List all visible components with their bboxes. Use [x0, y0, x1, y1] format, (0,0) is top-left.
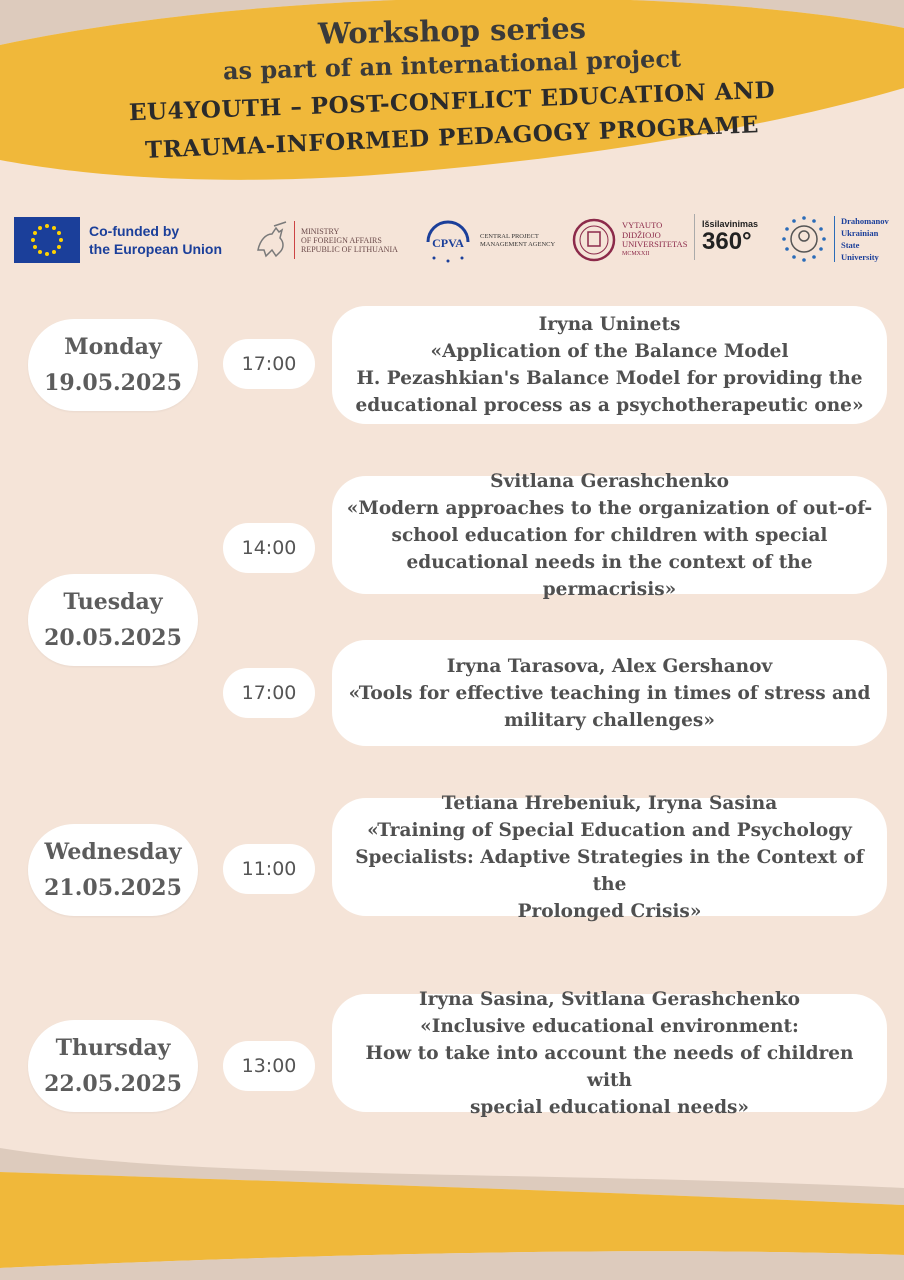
header-title: Workshop series	[317, 11, 587, 51]
drahomanov-emblem-icon	[780, 214, 828, 264]
session-title-line: «Training of Special Education and Psychology	[367, 819, 852, 841]
day-pill-thursday	[28, 1020, 198, 1112]
ministry-line3: REPUBLIC OF LITHUANIA	[301, 244, 398, 254]
ministry-line1: MINISTRY	[301, 226, 340, 236]
eu-flag-icon	[14, 217, 80, 263]
day-pill-monday	[28, 319, 198, 411]
vdu-seal-icon	[572, 218, 616, 262]
cpva-line1: CENTRAL PROJECT	[480, 233, 539, 240]
session-card-thursday-1	[332, 988, 887, 1118]
session-time: 17:00	[223, 668, 315, 718]
session-title-line: military challenges»	[504, 709, 715, 731]
session-speaker: Svitlana Gerashchenko	[490, 470, 729, 492]
cpva-line2: MANAGEMENT AGENCY	[480, 241, 556, 248]
session-title-line: How to take into account the needs of children with	[365, 1042, 854, 1091]
day-pill-tuesday	[28, 574, 198, 666]
session-title-line: «Application of the Balance Model	[430, 341, 789, 362]
session-title-line: educational needs in the context of the permacrisis»	[406, 551, 813, 600]
day-name: Monday	[64, 334, 162, 360]
day-date: 20.05.2025	[44, 625, 182, 651]
cpva-mark: CPVA	[432, 236, 464, 250]
drahomanov-line3: State	[841, 240, 860, 250]
day-date: 19.05.2025	[44, 370, 182, 396]
ministry-line2: OF FOREIGN AFFAIRS	[301, 235, 382, 245]
session-card-monday-1	[332, 306, 887, 424]
header-subtitle: as part of an international project	[222, 43, 682, 86]
eu-logo-line2: the European Union	[89, 241, 222, 257]
session-card-wednesday-1	[332, 792, 887, 922]
day-date: 22.05.2025	[44, 1071, 182, 1097]
session-title-line: school education for children with special	[391, 524, 828, 546]
eu-logo-line1: Co-funded by	[89, 223, 180, 239]
session-time: 11:00	[223, 844, 315, 894]
drahomanov-line1: Drahomanov	[841, 216, 889, 226]
vdu-line1: VYTAUTO	[622, 220, 663, 230]
partner-logos	[0, 214, 904, 270]
session-card-tuesday-1	[332, 470, 887, 600]
vdu-logo	[572, 218, 687, 262]
program-title-line2: TRAUMA-INFORMED PEDAGOGY PROGRAME	[144, 111, 760, 164]
session-title-line: Prolonged Crisis»	[517, 900, 702, 922]
session-time: 17:00	[223, 339, 315, 389]
drahomanov-line4: University	[841, 252, 879, 262]
issilavinimas-line2: 360°	[702, 228, 752, 255]
cpva-logo	[424, 218, 555, 264]
session-title-line: educational process as a psychotherapeutic one»	[355, 395, 864, 416]
vdu-line2: DIDŽIOJO	[622, 229, 661, 240]
header	[0, 0, 904, 180]
session-speaker: Tetiana Hrebeniuk, Iryna Sasina	[441, 792, 778, 814]
vdu-line4: MCMXXII	[622, 250, 650, 257]
session-speaker: Iryna Tarasova, Alex Gershanov	[446, 655, 773, 677]
session-speaker: Iryna Uninets	[538, 314, 681, 335]
issilavinimas-line1: Išsilavinimas	[702, 219, 759, 229]
session-time: 13:00	[223, 1041, 315, 1091]
issilavinimas-logo	[694, 214, 758, 260]
session-title-line: Specialists: Adaptive Strategies in the Context of the	[355, 846, 864, 895]
day-name: Wednesday	[44, 839, 182, 865]
session-title-line: «Inclusive educational environment:	[420, 1015, 799, 1037]
session-title-line: «Tools for effective teaching in times of stress and	[348, 682, 871, 704]
session-title-line: «Modern approaches to the organization of out-of-	[346, 497, 873, 519]
session-title-line: special educational needs»	[470, 1096, 749, 1118]
day-pill-wednesday	[28, 824, 198, 916]
session-time: 14:00	[223, 523, 315, 573]
program-title-line1: EU4YOUTH – POST-CONFLICT EDUCATION AND	[128, 76, 776, 127]
session-title-line: H. Pezashkian's Balance Model for providing the	[356, 368, 863, 389]
eu-logo	[14, 217, 222, 263]
ministry-logo	[252, 220, 398, 260]
drahomanov-line2: Ukrainian	[841, 228, 879, 238]
vytis-knight-icon	[252, 220, 288, 260]
drahomanov-logo	[780, 214, 889, 264]
session-card-tuesday-2	[332, 640, 887, 746]
day-name: Thursday	[55, 1035, 171, 1061]
session-speaker: Iryna Sasina, Svitlana Gerashchenko	[419, 988, 800, 1010]
day-date: 21.05.2025	[44, 875, 182, 901]
day-name: Tuesday	[63, 589, 163, 615]
vdu-line3: UNIVERSITETAS	[622, 239, 688, 249]
